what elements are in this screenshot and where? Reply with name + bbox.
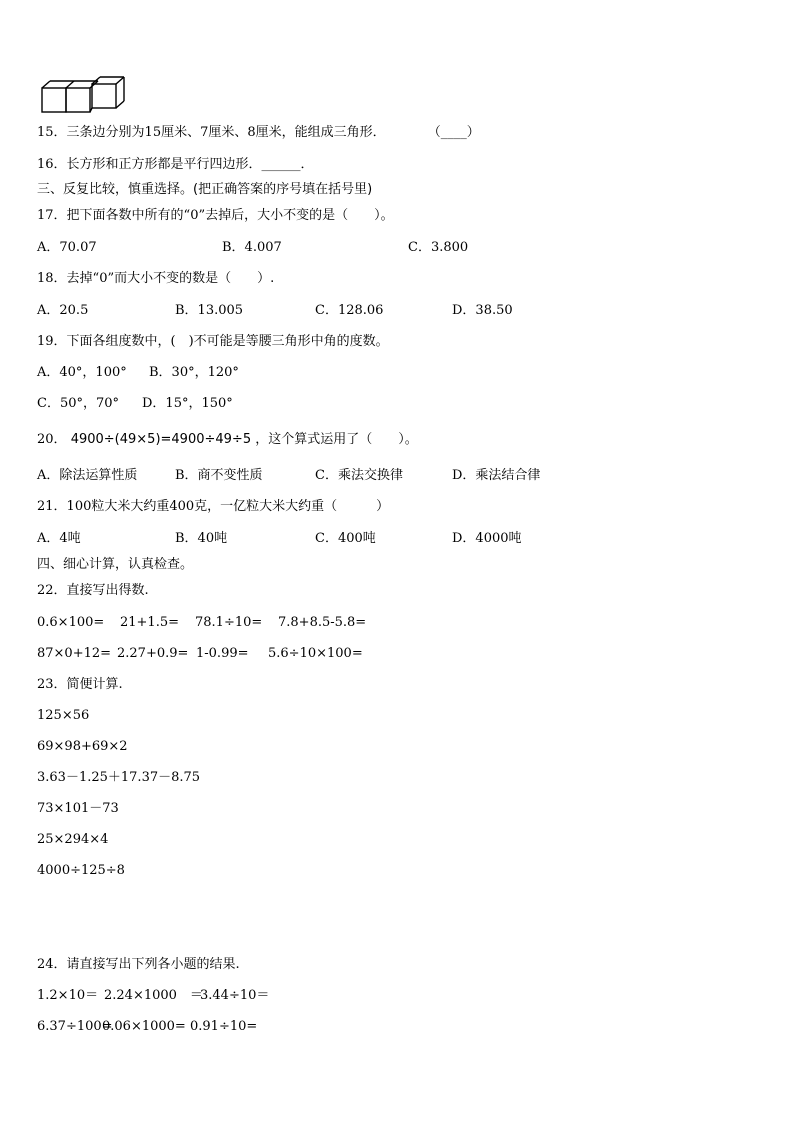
question-20-number: 20． — [37, 432, 67, 447]
option-b[interactable]: B．30°，120° — [149, 365, 239, 380]
option-d[interactable]: D．乘法结合律 — [452, 468, 541, 483]
option-c[interactable]: C．乘法交换律 — [315, 468, 403, 483]
calc-item: 5.6÷10×100= — [268, 646, 363, 661]
question-23: 23．简便计算. — [37, 677, 123, 692]
option-a[interactable]: A．除法运算性质 — [37, 468, 138, 483]
question-15 — [37, 125, 480, 141]
option-a[interactable]: A．40°，100° — [37, 365, 127, 380]
question-16: 16．长方形和正方形都是平行四边形．______． — [37, 157, 314, 172]
option-c[interactable]: C．400吨 — [315, 531, 376, 546]
calc-item: 73×101－73 — [37, 801, 119, 816]
calc-item: 69×98+69×2 — [37, 739, 128, 754]
question-15-text: 15．三条边分别为15厘米、7厘米、8厘米，能组成三角形． — [37, 125, 386, 140]
calc-item: 3.44÷10＝ — [200, 988, 270, 1003]
option-a[interactable]: A．70.07 — [37, 240, 97, 255]
calc-item: 0.6×100= — [37, 615, 105, 630]
question-17: 17．把下面各数中所有的“0”去掉后，大小不变的是（ ）。 — [37, 208, 394, 223]
calc-item: 6.37÷100= — [37, 1019, 113, 1034]
section-3-heading: 三、反复比较，慎重选择。(把正确答案的序号填在括号里) — [37, 182, 373, 197]
calc-item: 78.1÷10= — [195, 615, 263, 630]
calc-item: 0.06×1000= — [102, 1019, 186, 1034]
option-d[interactable]: D．4000吨 — [452, 531, 522, 546]
question-22: 22．直接写出得数. — [37, 583, 149, 598]
math-formula: 4900÷(49×5)=4900÷49÷5 — [70, 432, 252, 447]
question-21: 21．100粒大米大约重400克，一亿粒大米大约重（ ） — [37, 499, 390, 514]
question-20-text: ，这个算式运用了（ ）。 — [255, 432, 418, 447]
option-c[interactable]: C．128.06 — [315, 303, 384, 318]
option-a[interactable]: A．4吨 — [37, 531, 81, 546]
calc-item: 3.63－1.25＋17.37－8.75 — [37, 770, 201, 785]
option-c[interactable]: C．50°，70° — [37, 396, 120, 411]
calc-item: 1-0.99= — [196, 646, 249, 661]
question-18: 18．去掉“0”而大小不变的数是（ ）. — [37, 271, 275, 286]
cubes-figure — [40, 75, 130, 115]
option-b[interactable]: B．4.007 — [222, 240, 282, 255]
option-b[interactable]: B．商不变性质 — [175, 468, 263, 483]
calc-item: 21+1.5= — [120, 615, 180, 630]
option-d[interactable]: D．38.50 — [452, 303, 513, 318]
calc-item: 25×294×4 — [37, 832, 109, 847]
question-20 — [37, 432, 418, 448]
section-4-heading: 四、细心计算，认真检查。 — [37, 557, 194, 572]
question-24: 24．请直接写出下列各小题的结果. — [37, 957, 240, 972]
calc-item: 0.91÷10= — [190, 1019, 258, 1034]
option-a[interactable]: A．20.5 — [37, 303, 89, 318]
calc-item: 2.27+0.9= — [117, 646, 189, 661]
calc-item: 2.24×1000 ＝ — [104, 988, 203, 1003]
option-b[interactable]: B．40吨 — [175, 531, 228, 546]
calc-item: 4000÷125÷8 — [37, 863, 125, 878]
calc-item: 1.2×10＝ — [37, 988, 99, 1003]
answer-blank[interactable]: （____） — [427, 125, 480, 140]
question-19: 19．下面各组度数中，( )不可能是等腰三角形中角的度数。 — [37, 334, 389, 349]
option-b[interactable]: B．13.005 — [175, 303, 244, 318]
calc-item: 7.8+8.5-5.8= — [278, 615, 367, 630]
calc-item: 87×0+12= — [37, 646, 112, 661]
calc-item: 125×56 — [37, 708, 90, 723]
option-d[interactable]: D．15°，150° — [142, 396, 233, 411]
option-c[interactable]: C．3.800 — [408, 240, 469, 255]
